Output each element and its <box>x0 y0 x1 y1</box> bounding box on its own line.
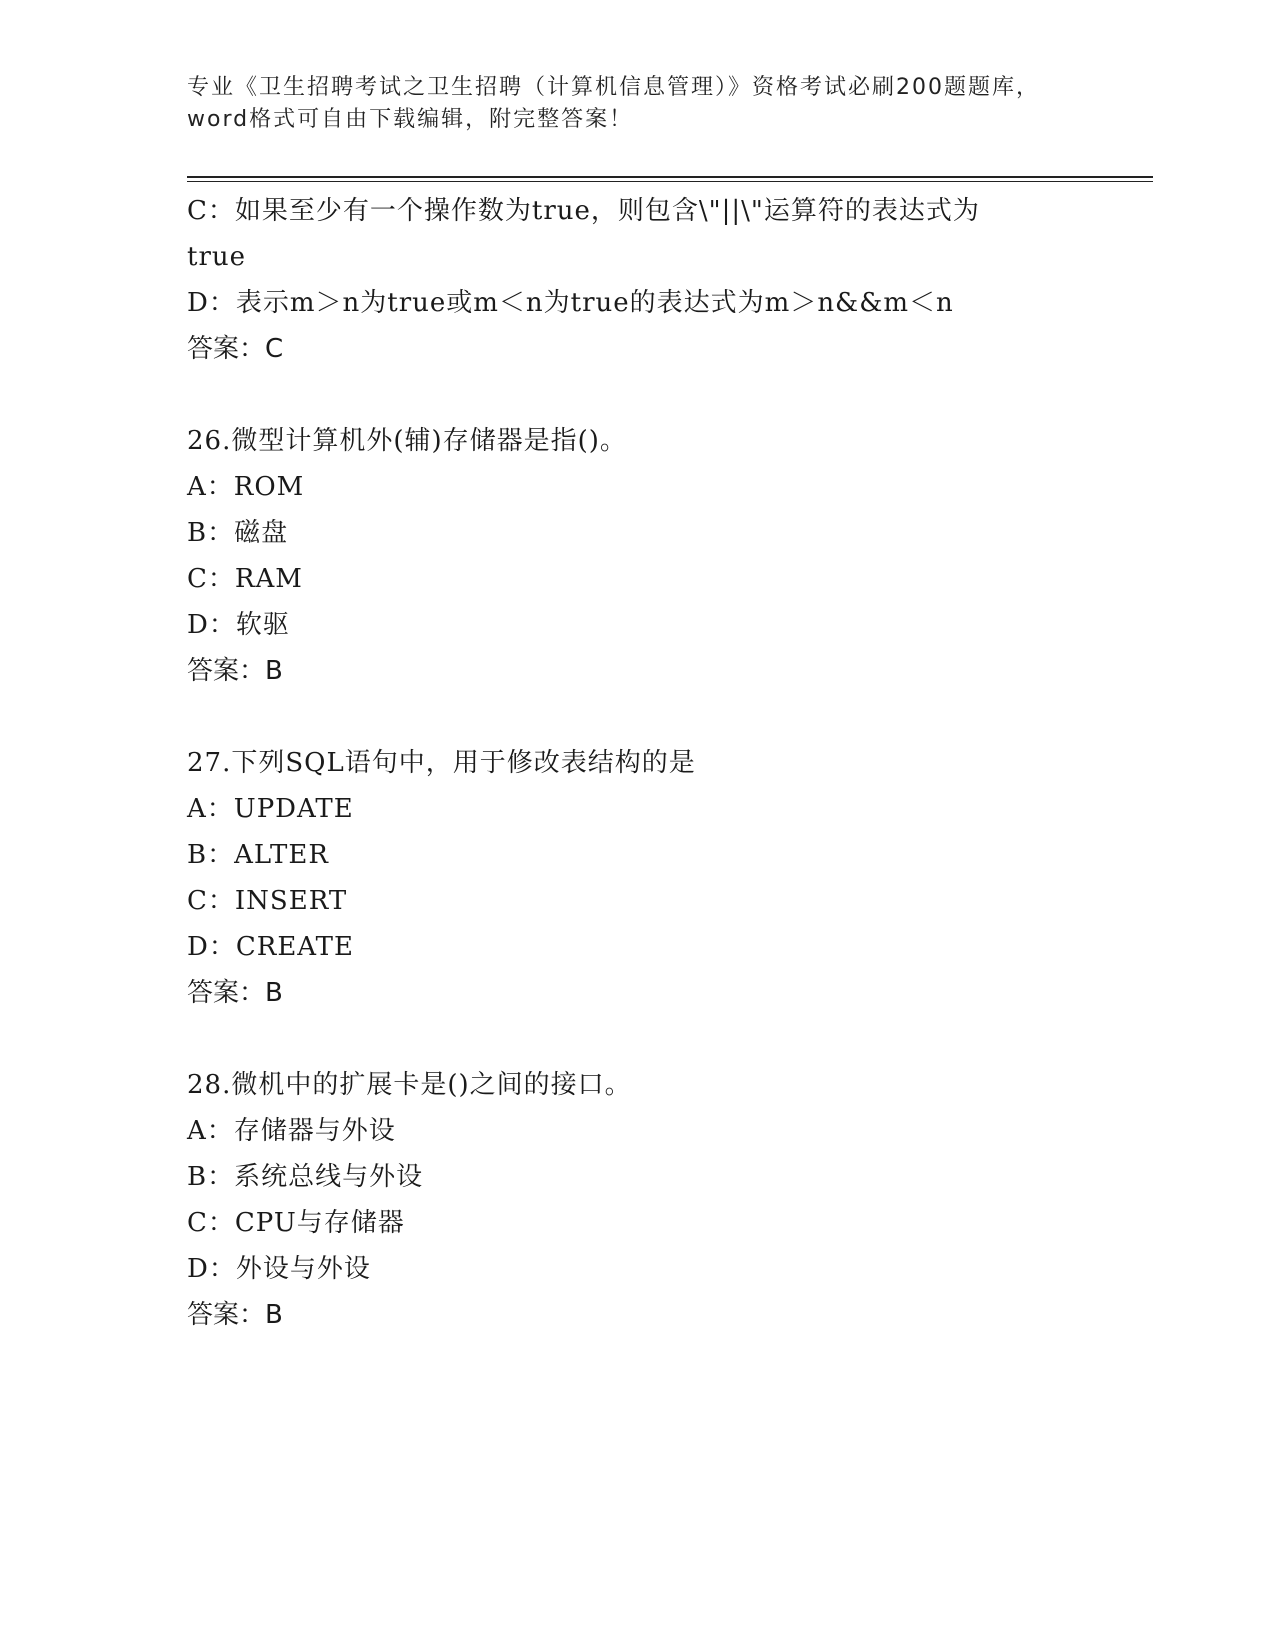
option-d: D：表示m＞n为true或m＜n为true的表达式为m＞n&&m＜n <box>187 288 954 318</box>
header-line-2: word格式可自由下载编辑，附完整答案！ <box>187 107 634 132</box>
option-a: A：UPDATE <box>187 794 354 824</box>
option-b: B：系统总线与外设 <box>187 1162 424 1192</box>
option-d: D：软驱 <box>187 610 290 640</box>
header-rule-thick <box>187 176 1153 178</box>
option-c: C：如果至少有一个操作数为true，则包含\"||\"运算符的表达式为 <box>187 196 980 226</box>
header-line-1: 专业《卫生招聘考试之卫生招聘（计算机信息管理）》资格考试必刷200题题库， <box>187 75 1040 100</box>
option-a: A：ROM <box>187 472 305 502</box>
question-28 <box>187 1062 1137 1338</box>
document-header <box>187 72 1087 136</box>
header-rule-thin <box>187 181 1153 182</box>
answer-line: 答案：B <box>187 978 283 1008</box>
question-stem: 26.微型计算机外(辅)存储器是指()。 <box>187 426 627 456</box>
answer-line: 答案：B <box>187 1300 283 1330</box>
previous-question-tail <box>187 188 1137 372</box>
option-c: C：RAM <box>187 564 303 594</box>
option-c: C：INSERT <box>187 886 348 916</box>
question-list <box>187 188 1137 1338</box>
option-c: C：CPU与存储器 <box>187 1208 405 1238</box>
question-stem: 27.下列SQL语句中，用于修改表结构的是 <box>187 748 696 778</box>
question-27 <box>187 740 1137 1016</box>
option-d: D：外设与外设 <box>187 1254 371 1284</box>
option-b: B：磁盘 <box>187 518 289 548</box>
option-a: A：存储器与外设 <box>187 1116 396 1146</box>
option-c-continued: true <box>187 242 247 272</box>
question-26 <box>187 418 1137 694</box>
answer-line: 答案：C <box>187 334 284 364</box>
answer-line: 答案：B <box>187 656 283 686</box>
option-b: B：ALTER <box>187 840 329 870</box>
question-stem: 28.微机中的扩展卡是()之间的接口。 <box>187 1070 632 1100</box>
option-d: D：CREATE <box>187 932 354 962</box>
